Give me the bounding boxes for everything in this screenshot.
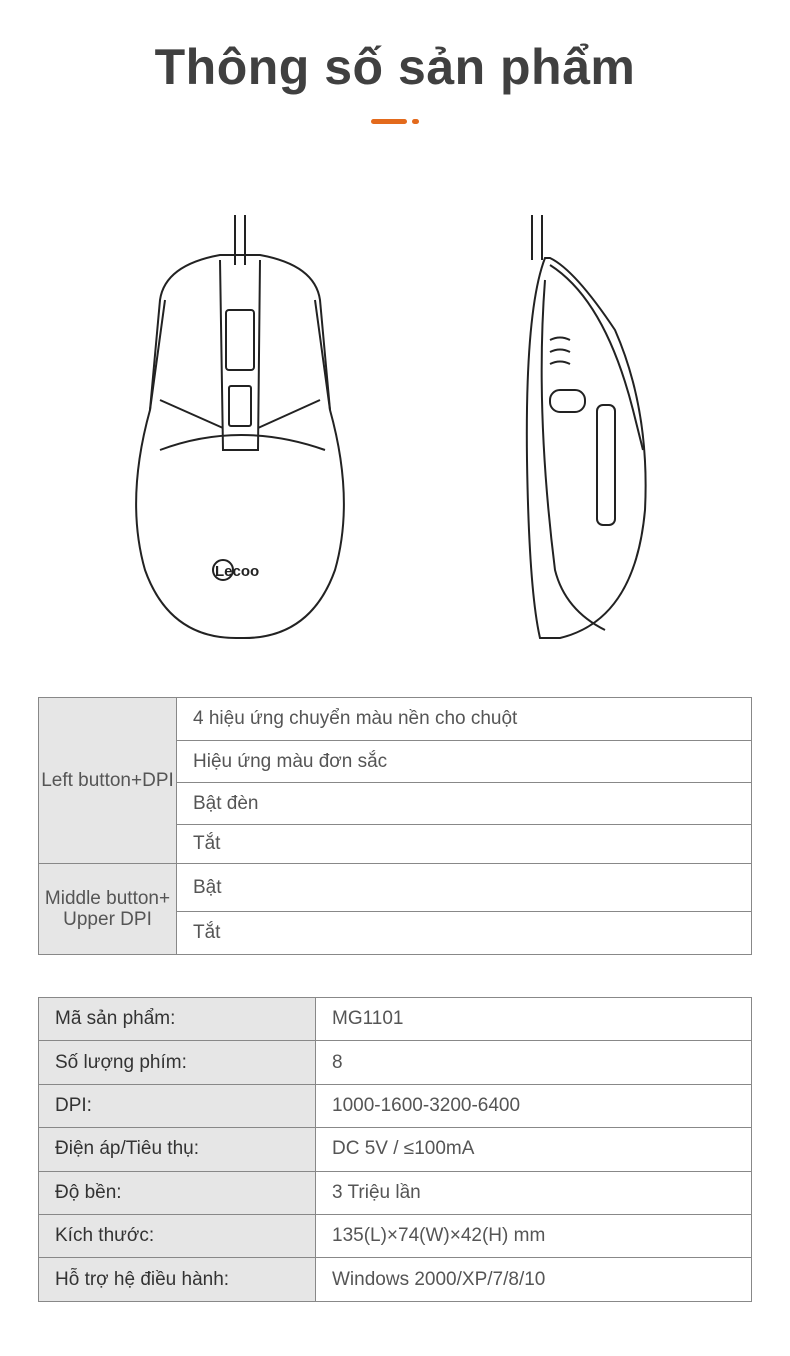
option-cell: Tắt	[177, 825, 752, 864]
lecoo-logo: Lecoo	[215, 563, 260, 580]
option-cell: Tắt	[177, 912, 752, 955]
spec-key: Hỗ trợ hệ điều hành:	[39, 1258, 316, 1301]
spec-key: Mã sản phẩm:	[39, 998, 316, 1041]
spec-value: 1000-1600-3200-6400	[316, 1084, 752, 1127]
table-row	[39, 1258, 752, 1301]
option-cell: Bật đèn	[177, 783, 752, 825]
spec-key: Độ bền:	[39, 1171, 316, 1214]
option-cell: Bật	[177, 864, 752, 912]
group-label-left-button-dpi: Left button+DPI	[39, 698, 177, 864]
table-row	[39, 1128, 752, 1171]
spec-value: 135(L)×74(W)×42(H) mm	[316, 1214, 752, 1257]
spec-value: MG1101	[316, 998, 752, 1041]
spec-value: Windows 2000/XP/7/8/10	[316, 1258, 752, 1301]
spec-value: 3 Triệu lần	[316, 1171, 752, 1214]
accent-dot	[412, 119, 419, 124]
group-label-middle-button-dpi: Middle button+ Upper DPI	[39, 864, 177, 955]
table-row	[39, 1214, 752, 1257]
table-row	[39, 1171, 752, 1214]
spec-key: Điện áp/Tiêu thụ:	[39, 1128, 316, 1171]
option-cell: Hiệu ứng màu đơn sắc	[177, 741, 752, 783]
spec-table	[38, 997, 752, 1302]
page-title: Thông số sản phẩm	[154, 39, 636, 95]
spec-key: DPI:	[39, 1084, 316, 1127]
mouse-top-view-illustration	[120, 210, 360, 650]
spec-key: Số lượng phím:	[39, 1041, 316, 1084]
table-row	[39, 1084, 752, 1127]
lighting-modes-table	[38, 697, 752, 955]
table-row	[39, 1041, 752, 1084]
spec-key: Kích thước:	[39, 1214, 316, 1257]
option-cell: 4 hiệu ứng chuyển màu nền cho chuột	[177, 698, 752, 741]
mouse-side-view-illustration	[515, 210, 665, 650]
accent-bar	[371, 119, 407, 124]
spec-value: 8	[316, 1041, 752, 1084]
spec-value: DC 5V / ≤100mA	[316, 1128, 752, 1171]
table-row	[39, 998, 752, 1041]
